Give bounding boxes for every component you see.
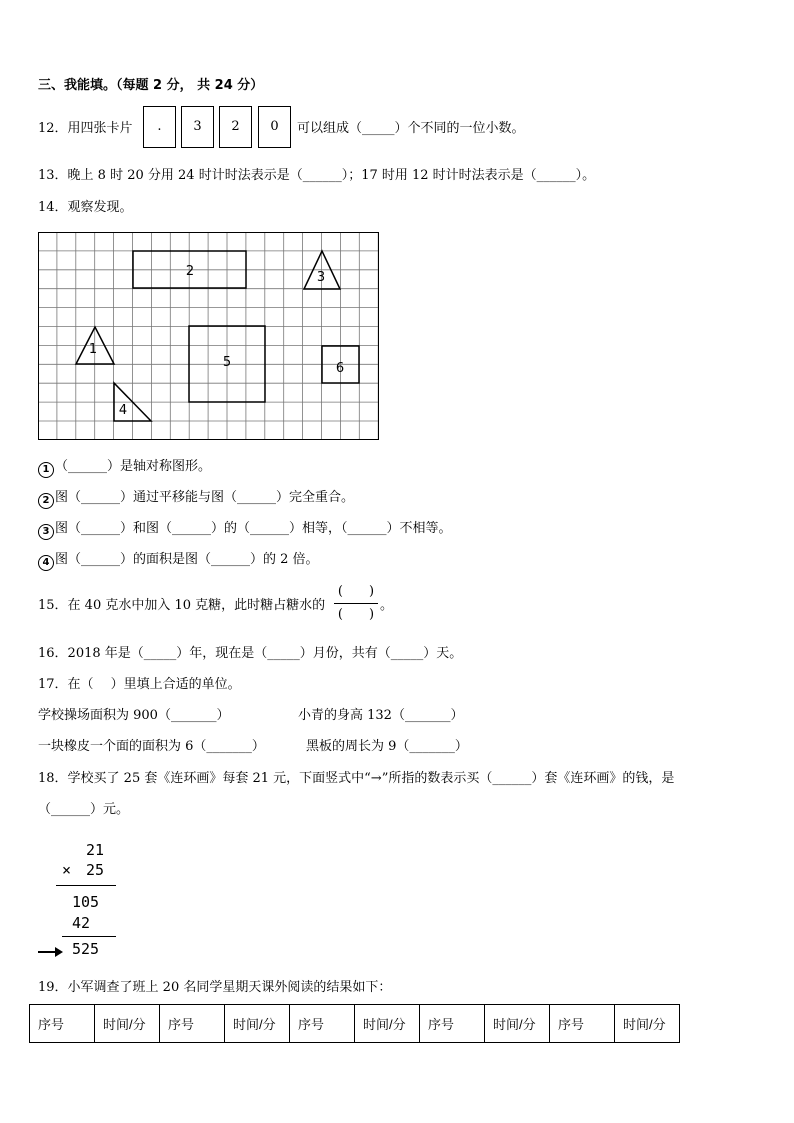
shape-label: 3 xyxy=(316,270,326,285)
table-header-cell: 序号 xyxy=(160,1005,225,1043)
q18-text-cont: （______）元。 xyxy=(38,802,130,817)
fraction-denominator: ( ) xyxy=(337,607,375,622)
q13-text: 13．晚上 8 时 20 分用 24 时计时法表示是（______）；17 时用 12 时计时法表示是（______）。 xyxy=(38,168,596,183)
table-header-cell: 序号 xyxy=(550,1005,615,1043)
q17-item: 学校操场面积为 900（_______） xyxy=(38,708,230,723)
table-header-cell: 时间/分 xyxy=(95,1005,160,1043)
shape-grid xyxy=(38,232,380,440)
table-header-cell: 时间/分 xyxy=(355,1005,420,1043)
calc-partial-product: 42 xyxy=(72,914,91,932)
q12-tail: 可以组成（_____）个不同的一位小数。 xyxy=(297,121,525,136)
fraction-bar xyxy=(334,603,378,604)
circled-number: 1 xyxy=(38,462,54,478)
q17-item: 小青的身高 132（_______） xyxy=(298,708,464,723)
calc-partial-product: 105 xyxy=(72,893,100,911)
q17-item: 一块橡皮一个面的面积为 6（_______） xyxy=(38,739,265,754)
shape-label: 6 xyxy=(335,361,345,376)
q14-item-2: 2 图（______）通过平移能与图（______）完全重合。 xyxy=(38,490,354,509)
reading-table xyxy=(29,1004,680,1043)
calc-multiplier: 25 xyxy=(86,861,105,879)
shape-label: 2 xyxy=(185,264,195,279)
shape-label: 5 xyxy=(222,355,232,370)
q15-text: 15．在 40 克水中加入 10 克糖，此时糖占糖水的 xyxy=(38,598,326,613)
q17-item: 黑板的周长为 9（_______） xyxy=(306,739,468,754)
circled-number: 2 xyxy=(38,493,54,509)
calc-multiplicand: 21 xyxy=(86,841,105,859)
table-header-row xyxy=(30,1005,680,1043)
shape-label: 1 xyxy=(88,342,98,357)
q18-text: 18．学校买了 25 套《连环画》每套 21 元，下面竖式中“→”所指的数表示买（______）套《连环画》的钱，是 xyxy=(38,771,675,786)
q15-end: 。 xyxy=(380,598,394,613)
q19-title: 19．小军调查了班上 20 名同学星期天课外阅读的结果如下： xyxy=(38,980,392,995)
q14-title: 14．观察发现。 xyxy=(38,200,133,215)
circled-number: 4 xyxy=(38,555,54,571)
digit-card: 2 xyxy=(219,106,252,148)
digit-card: . xyxy=(143,106,176,148)
fraction-numerator: ( ) xyxy=(337,584,375,599)
q14-item-3: 3 图（______）和图（______）的（______）相等，（______）不相等。 xyxy=(38,521,452,540)
shape-label: 4 xyxy=(118,403,128,418)
q12-text: 12．用四张卡片 xyxy=(38,121,133,136)
q14-item-1: 1 （______）是轴对称图形。 xyxy=(38,459,211,478)
digit-card: 0 xyxy=(258,106,291,148)
calc-result: 525 xyxy=(72,940,100,958)
arrow-right-icon xyxy=(38,945,64,959)
section-title: 三、我能填。（每题 2 分， 共 24 分） xyxy=(38,78,264,93)
q14-item-4: 4 图（______）的面积是图（______）的 2 倍。 xyxy=(38,552,319,571)
calc-line xyxy=(62,936,116,937)
calc-line xyxy=(56,885,116,886)
q17-title: 17．在（ ）里填上合适的单位。 xyxy=(38,677,241,692)
table-header-cell: 时间/分 xyxy=(225,1005,290,1043)
digit-card: 3 xyxy=(181,106,214,148)
table-header-cell: 序号 xyxy=(290,1005,355,1043)
table-header-cell: 时间/分 xyxy=(485,1005,550,1043)
table-header-cell: 时间/分 xyxy=(615,1005,680,1043)
circled-number: 3 xyxy=(38,524,54,540)
table-header-cell: 序号 xyxy=(420,1005,485,1043)
table-header-cell: 序号 xyxy=(30,1005,95,1043)
multiply-sign: × xyxy=(62,861,72,879)
q16-text: 16．2018 年是（_____）年，现在是（_____）月份，共有（_____）天。 xyxy=(38,646,463,661)
